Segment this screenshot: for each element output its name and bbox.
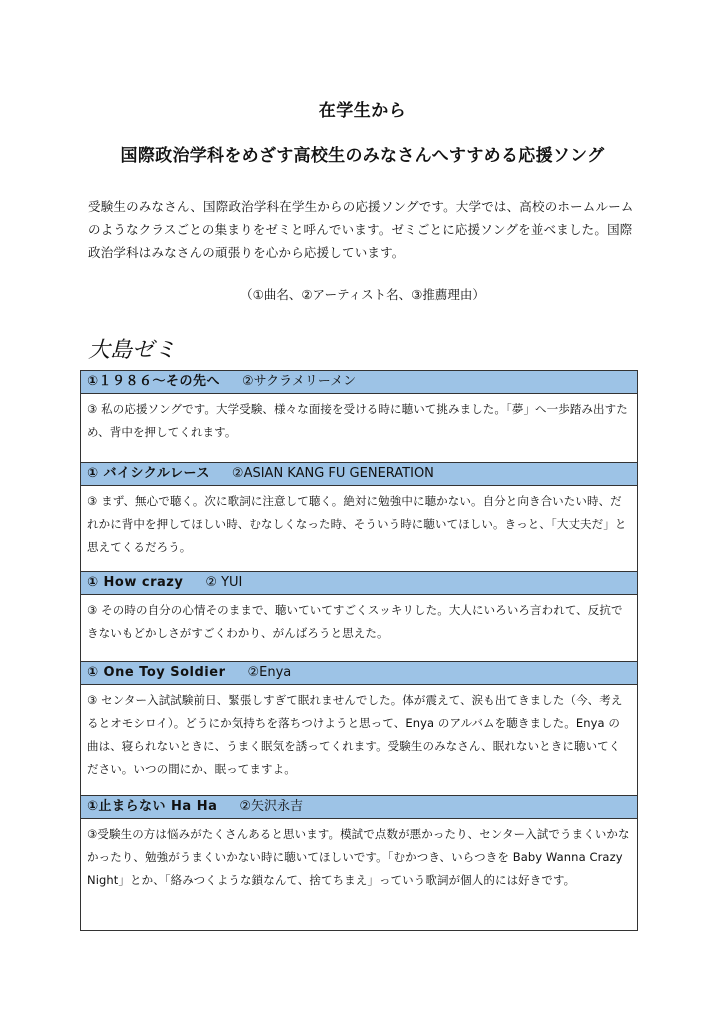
song-reason: ③ その時の自分の心情そのままで、聴いていてすごくスッキリした。大人にいろいろ言われて、反抗できないもどかしさがすごくわかり、がんばろうと思えた。 [87, 603, 623, 640]
section-title: 大島ゼミ [88, 338, 177, 363]
song-table [80, 370, 638, 931]
song-reason: ③ まず、無心で聴く。次に歌詞に注意して聴く。絶対に勉強中に聴かない。自分と向き合いたい時、だれかに背中を押してほしい時、むなしくなった時、そういう時に聴いてほしい。きっと、「大丈夫だ」と思えてくるだろう。 [87, 494, 627, 554]
song-artist: ②ASIAN KANG FU GENERATION [231, 466, 434, 481]
song-reason: ③ 私の応援ソングです。大学受験、様々な面接を受ける時に聴いて挑みました。「夢」へ一歩踏み出すため、背中を押してくれます。 [87, 402, 628, 439]
song-artist: ② YUI [205, 575, 243, 590]
song-header [81, 371, 637, 394]
song-title: ①止まらない Ha Ha [87, 799, 218, 814]
song-artist: ②サクラメリーメン [242, 374, 357, 389]
song-entry [81, 571, 637, 661]
song-reason: ③ センター入試試験前日、緊張しすぎて眠れませんでした。体が震えて、涙も出てきました（今、考えるとオモシロイ）。どうにか気持ちを落ちつけようと思って、Enya のアルバムを聴きました。Enya の曲は、寝られないときに、うまく眠気を誘ってくれます。受験生のみなさん、眠れないときに聴いてください。いつの間にか、眠ってますよ。 [87, 693, 623, 776]
song-header [81, 662, 637, 685]
song-entry [81, 462, 637, 571]
intro-paragraph: 受験生のみなさん、国際政治学科在学生からの応援ソングです。大学では、高校のホームルームのようなクラスごとの集まりをゼミと呼んでいます。ゼミごとに応援ソングを並べました。国際政治学科はみなさんの頑張りを心から応援しています。 [88, 199, 634, 260]
song-header [81, 796, 637, 819]
song-title: ① バイシクルレース [87, 466, 210, 481]
legend-note: （①曲名、②アーティスト名、③推薦理由） [240, 287, 485, 302]
song-entry [81, 661, 637, 795]
song-title: ① One Toy Soldier [87, 665, 226, 680]
page-subtitle: 国際政治学科をめざす高校生のみなさんへすすめる応援ソング [120, 146, 605, 166]
song-reason: ③受験生の方は悩みがたくさんあると思います。模試で点数が悪かったり、センター入試でうまくいかなかったり、勉強がうまくいかない時に聴いてほしいです。「むかつき、いらつきを Baby Wanna Crazy Night」とか、「絡みつくような鎖なんて、捨てちまえ」っていう歌詞が個人的には好きです。 [87, 827, 630, 887]
song-artist: ②Enya [247, 665, 292, 680]
song-artist: ②矢沢永吉 [239, 799, 304, 814]
song-entry [81, 795, 637, 930]
song-entry [81, 371, 637, 462]
song-title: ① How crazy [87, 575, 184, 590]
song-header [81, 463, 637, 486]
song-header [81, 572, 637, 595]
song-title: ①１９８６～その先へ [87, 374, 221, 389]
page-title: 在学生から [318, 101, 407, 121]
